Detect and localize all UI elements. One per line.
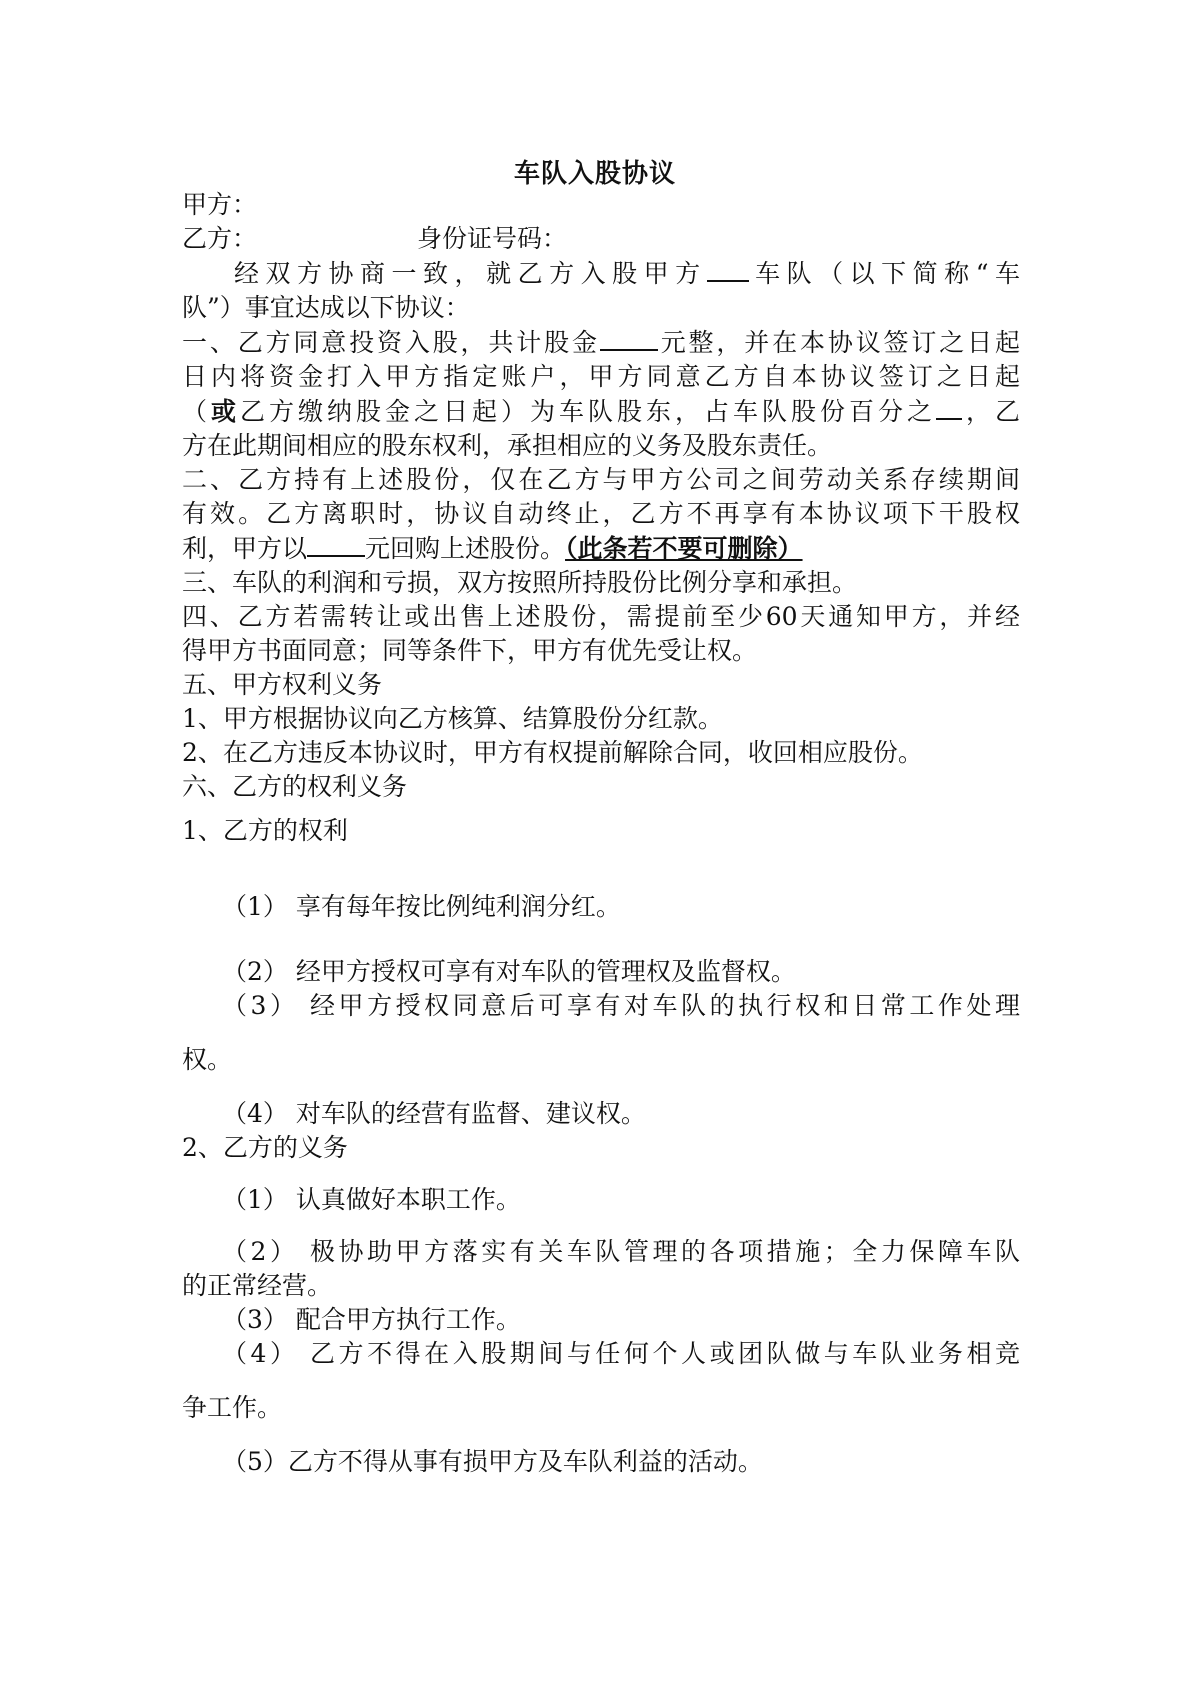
right-1: （1） 享有每年按比例纯利润分红。 [222, 892, 621, 921]
clause-4-line-1: 四、乙方若需转让或出售上述股份，需提前至少60天通知甲方，并经 [182, 602, 1020, 631]
clause-1-line-3: （或乙方缴纳股金之日起）为车队股东，占车队股份百分之 ，乙 [182, 394, 1020, 429]
clause-1-line-2: 日内将资金打入甲方指定账户，甲方同意乙方自本协议签订之日起 [182, 362, 1020, 391]
duty-2-line-1: （2） 极协助甲方落实有关车队管理的各项措施；全力保障车队 [222, 1237, 1020, 1266]
clause-5-item-2: 2、在乙方违反本协议时，甲方有权提前解除合同，收回相应股份。 [182, 738, 923, 767]
id-number-label: 身份证号码： [417, 224, 568, 253]
party-a-label: 甲方： [182, 190, 258, 219]
clause-2-line-3: 利，甲方以 元回购上述股份。（此条若不要可删除） [182, 531, 1020, 566]
team-name-blank [707, 256, 749, 282]
clause-6-heading: 六、乙方的权利义务 [182, 772, 408, 801]
optional-clause-note: （此条若不要可删除） [565, 534, 803, 563]
document-body [182, 188, 1020, 1479]
duty-2-line-2: 的正常经营。 [182, 1271, 333, 1300]
clause-5-heading: 五、甲方权利义务 [182, 670, 383, 699]
clause-4-line-2: 得甲方书面同意；同等条件下，甲方有优先受让权。 [182, 636, 758, 665]
right-3-line-2: 权。 [182, 1045, 233, 1074]
capital-amount-blank [600, 325, 658, 351]
party-b-line [182, 222, 1020, 256]
clause-2-line-1: 二、乙方持有上述股份，仅在乙方与甲方公司之间劳动关系存续期间 [182, 465, 1020, 494]
right-4: （4） 对车队的经营有监督、建议权。 [222, 1099, 646, 1128]
duties-heading: 2、乙方的义务 [182, 1133, 348, 1162]
intro-line-1: 经双方协商一致，就乙方入股甲方 车队（以下简称“车 [182, 256, 1020, 291]
party-a-line [182, 188, 1020, 222]
duty-4-line-1: （4） 乙方不得在入股期间与任何个人或团队做与车队业务相竞 [222, 1339, 1020, 1368]
clause-3: 三、车队的利润和亏损，双方按照所持股份比例分享和承担。 [182, 568, 858, 597]
duty-4-line-2: 争工作。 [182, 1393, 283, 1422]
rights-heading: 1、乙方的权利 [182, 816, 348, 845]
clause-2-line-2: 有效。乙方离职时，协议自动终止，乙方不再享有本协议项下干股权 [182, 499, 1020, 528]
duty-3: （3） 配合甲方执行工作。 [222, 1305, 521, 1334]
right-3-line-1: （3） 经甲方授权同意后可享有对车队的执行权和日常工作处理 [222, 991, 1020, 1020]
right-2: （2） 经甲方授权可享有对车队的管理权及监督权。 [222, 957, 796, 986]
buyback-amount-blank [307, 531, 365, 557]
intro-line-2: 队”）事宜达成以下协议： [182, 293, 470, 322]
clause-1-line-4: 方在此期间相应的股东权利，承担相应的义务及股东责任。 [182, 431, 833, 460]
clause-1-line-1: 一、乙方同意投资入股，共计股金 元整，并在本协议签订之日起 [182, 325, 1020, 360]
clause-5-item-1: 1、甲方根据协议向乙方核算、结算股份分红款。 [182, 704, 723, 733]
duty-1: （1） 认真做好本职工作。 [222, 1185, 521, 1214]
duty-5: （5）乙方不得从事有损甲方及车队利益的活动。 [222, 1447, 763, 1476]
party-b-label: 乙方： [182, 224, 258, 253]
share-percent-blank [936, 394, 962, 420]
document-title: 车队入股协议 [513, 159, 676, 189]
